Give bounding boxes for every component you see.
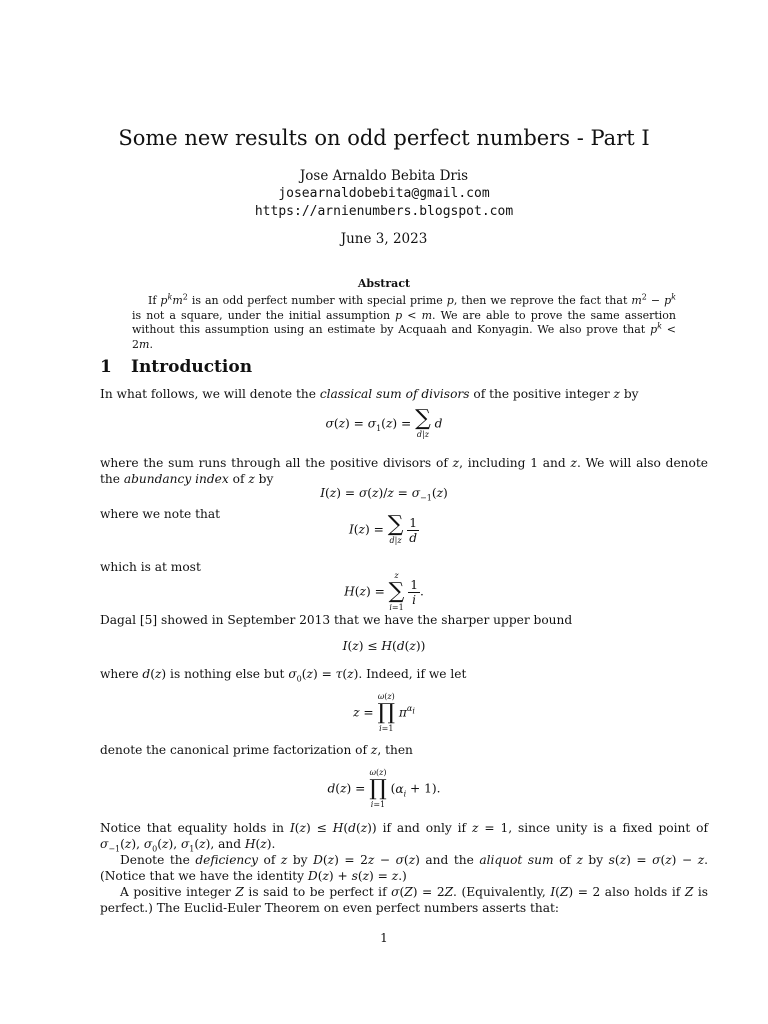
section-heading: 1 Introduction: [100, 357, 253, 377]
paragraph-equality: Notice that equality holds in I(z) ≤ H(d(z)) if and only if z = 1, since unity is a fixed point of $\sigma_{-1}(z)$, $\sigma_0(z)$, $\sigma_1(z)$, and H(z).: [100, 821, 709, 854]
author-name: Jose Arnaldo Bebita Dris: [299, 168, 469, 184]
paper-title: Some new results on odd perfect numbers - Part I: [118, 126, 650, 150]
abstract-heading: Abstract: [357, 277, 411, 290]
paragraph-dagal: Dagal [5] showed in September 2013 that we have the sharper upper bound: [100, 613, 573, 627]
author-email: josearnaldobebita@gmail.com: [278, 186, 490, 201]
page-number: 1: [380, 931, 388, 945]
paragraph-deficiency: Denote the deficiency of z by D(z) = 2z − σ(z) and the aliquot sum of z by s(z) = σ(z) − z. (Notice that we have the identity D(z) + s(z) = z.): [100, 853, 709, 883]
paragraph-abundancy: where the sum runs through all the positive divisors of z, including 1 and z. We will also denote the abundancy index of z by: [100, 456, 708, 486]
paragraph-divisor-count: where d(z) is nothing else but $\sigma_0(z) = \tau(z)$. Indeed, if we let: [100, 667, 467, 684]
equation-divisor-product: d(z) = ω(z) ∏ i=1 $(\alpha_i + 1)$.: [327, 768, 441, 809]
equation-harmonic: H(z) = z ∑ i=1 $\frac{1}{i}$ .: [344, 571, 424, 612]
paragraph-at-most: which is at most: [100, 560, 201, 574]
author-url: https://arnienumbers.blogspot.com: [254, 204, 514, 219]
abstract-text: If $p^km^2$ is an odd perfect number with special prime p, then we reprove the fact that $m^2 - p^k$ is not a square, under the initial assumption p < m. We are able to prove the same assertion without this assumption using an estimate by Acquaah and Konyagin. We also prove that $p^k < 2m$.: [132, 292, 677, 351]
paragraph-perfect: A positive integer Z is said to be perfect if σ(Z) = 2Z. (Equivalently, I(Z) = 2 also holds if Z is perfect.) The Euclid-Euler Theorem on even perfect numbers asserts that:: [100, 885, 709, 915]
equation-prime-factorization: z = ω(z) ∏ i=1 $\pi^{\alpha_i}$: [353, 692, 415, 733]
equation-abundancy: $I(z) = \sigma(z)/z = \sigma_{-1}(z)$: [320, 486, 448, 503]
equation-upper-bound: I(z) ≤ H(d(z)): [342, 639, 426, 653]
equation-reciprocal-sum: I(z) = ∑ d|z $\frac{1}{d}$: [348, 512, 418, 545]
paragraph-canonical: denote the canonical prime factorization of z, then: [100, 743, 413, 757]
paragraph-sum-of-divisors: In what follows, we will denote the classical sum of divisors of the positive integer z by: [100, 387, 639, 401]
paragraph-note: where we note that: [100, 507, 221, 521]
paper-date: June 3, 2023: [340, 231, 428, 247]
equation-sigma: $\sigma(z) = \sigma_1(z)$ = ∑ d|z d: [325, 406, 443, 439]
